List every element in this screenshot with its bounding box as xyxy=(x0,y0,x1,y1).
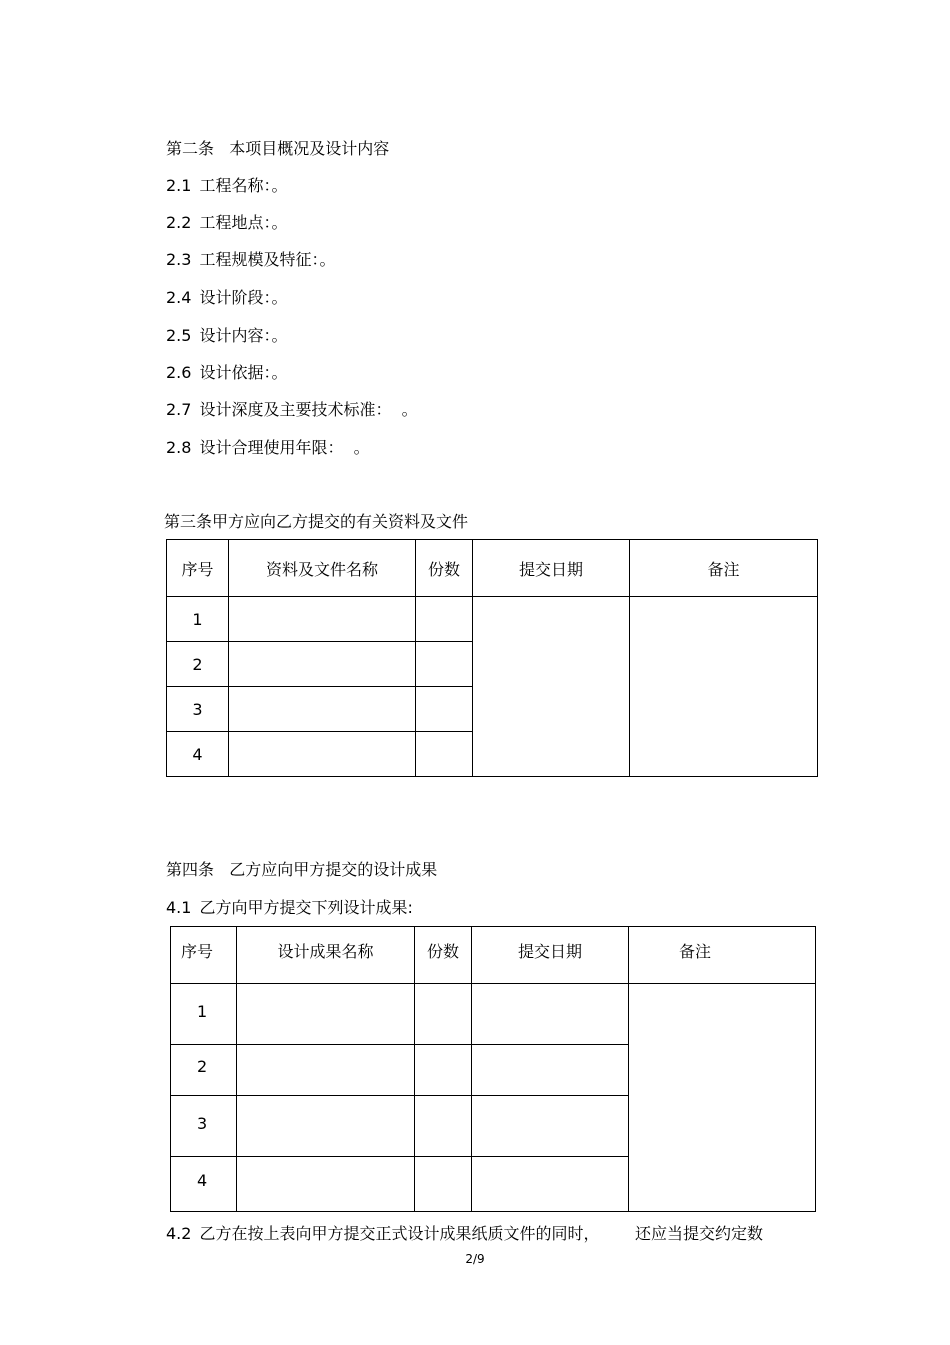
cell-copies xyxy=(416,642,473,687)
cell-name xyxy=(237,1096,415,1157)
cell-name xyxy=(237,1157,415,1212)
cell-copies xyxy=(416,732,473,777)
table-row xyxy=(171,984,816,1045)
cell-copies xyxy=(415,1045,472,1096)
cell-name xyxy=(237,1045,415,1096)
item-2-1 xyxy=(166,176,287,196)
header-serial: 序号 xyxy=(167,540,229,597)
article3-title: 第三条甲方应向乙方提交的有关资料及文件 xyxy=(164,512,469,531)
header-copies: 份数 xyxy=(416,540,473,597)
item-2-8 xyxy=(166,438,370,458)
item-4-2 xyxy=(166,1224,763,1244)
page-number: 2/9 xyxy=(465,1252,485,1266)
header-copies: 份数 xyxy=(415,927,472,984)
header-date: 提交日期 xyxy=(473,540,630,597)
table-header-row xyxy=(167,540,818,597)
item-number: 4.1 xyxy=(166,898,192,917)
item-text: 设计阶段：。 xyxy=(199,288,288,307)
row-serial: 2 xyxy=(171,1045,237,1096)
item-2-3 xyxy=(166,250,335,270)
item-text: 乙方在按上表向甲方提交正式设计成果纸质文件的同时， 还应当提交约定数 xyxy=(199,1224,764,1243)
row-serial: 2 xyxy=(167,642,229,687)
item-2-7 xyxy=(166,400,418,420)
cell-name xyxy=(229,597,416,642)
cell-remarks-merged xyxy=(629,984,816,1212)
item-text: 设计合理使用年限： 。 xyxy=(199,438,370,457)
row-serial: 1 xyxy=(167,597,229,642)
item-text: 工程规模及特征：。 xyxy=(199,250,336,269)
materials-table xyxy=(166,539,818,777)
table-header-row xyxy=(171,927,816,984)
article4-title: 第四条 乙方应向甲方提交的设计成果 xyxy=(166,860,438,879)
header-remarks: 备注 xyxy=(630,540,818,597)
deliverables-table xyxy=(170,926,816,1212)
item-number: 2.7 xyxy=(166,400,192,419)
cell-date xyxy=(472,1096,629,1157)
item-2-6 xyxy=(166,363,287,383)
item-2-2 xyxy=(166,213,287,233)
item-text: 乙方向甲方提交下列设计成果: xyxy=(199,898,413,917)
header-remarks: 备注 xyxy=(629,927,816,984)
item-number: 4.2 xyxy=(166,1224,192,1243)
cell-date xyxy=(472,1045,629,1096)
cell-copies xyxy=(415,984,472,1045)
row-serial: 3 xyxy=(171,1096,237,1157)
cell-date-merged xyxy=(473,597,630,777)
item-text: 设计内容：。 xyxy=(199,326,288,345)
item-number: 2.6 xyxy=(166,363,192,382)
cell-copies xyxy=(416,597,473,642)
row-serial: 1 xyxy=(171,984,237,1045)
cell-name xyxy=(229,642,416,687)
header-name: 设计成果名称 xyxy=(237,927,415,984)
item-number: 2.3 xyxy=(166,250,192,269)
item-number: 2.1 xyxy=(166,176,192,195)
item-2-5 xyxy=(166,326,287,346)
header-name: 资料及文件名称 xyxy=(229,540,416,597)
item-2-4 xyxy=(166,288,287,308)
item-text: 工程名称：。 xyxy=(199,176,288,195)
table-row xyxy=(167,597,818,642)
item-4-1 xyxy=(166,898,413,918)
cell-copies xyxy=(416,687,473,732)
cell-copies xyxy=(415,1157,472,1212)
header-date: 提交日期 xyxy=(472,927,629,984)
row-serial: 3 xyxy=(167,687,229,732)
item-text: 工程地点：。 xyxy=(199,213,288,232)
cell-name xyxy=(229,732,416,777)
cell-date xyxy=(472,984,629,1045)
item-number: 2.4 xyxy=(166,288,192,307)
item-number: 2.8 xyxy=(166,438,192,457)
cell-name xyxy=(237,984,415,1045)
item-text: 设计深度及主要技术标准： 。 xyxy=(199,400,418,419)
cell-name xyxy=(229,687,416,732)
article2-title: 第二条 本项目概况及设计内容 xyxy=(166,139,390,158)
cell-date xyxy=(472,1157,629,1212)
cell-copies xyxy=(415,1096,472,1157)
item-number: 2.2 xyxy=(166,213,192,232)
row-serial: 4 xyxy=(171,1157,237,1212)
item-number: 2.5 xyxy=(166,326,192,345)
row-serial: 4 xyxy=(167,732,229,777)
header-serial: 序号 xyxy=(171,927,237,984)
item-text: 设计依据：。 xyxy=(199,363,288,382)
cell-remarks-merged xyxy=(630,597,818,777)
